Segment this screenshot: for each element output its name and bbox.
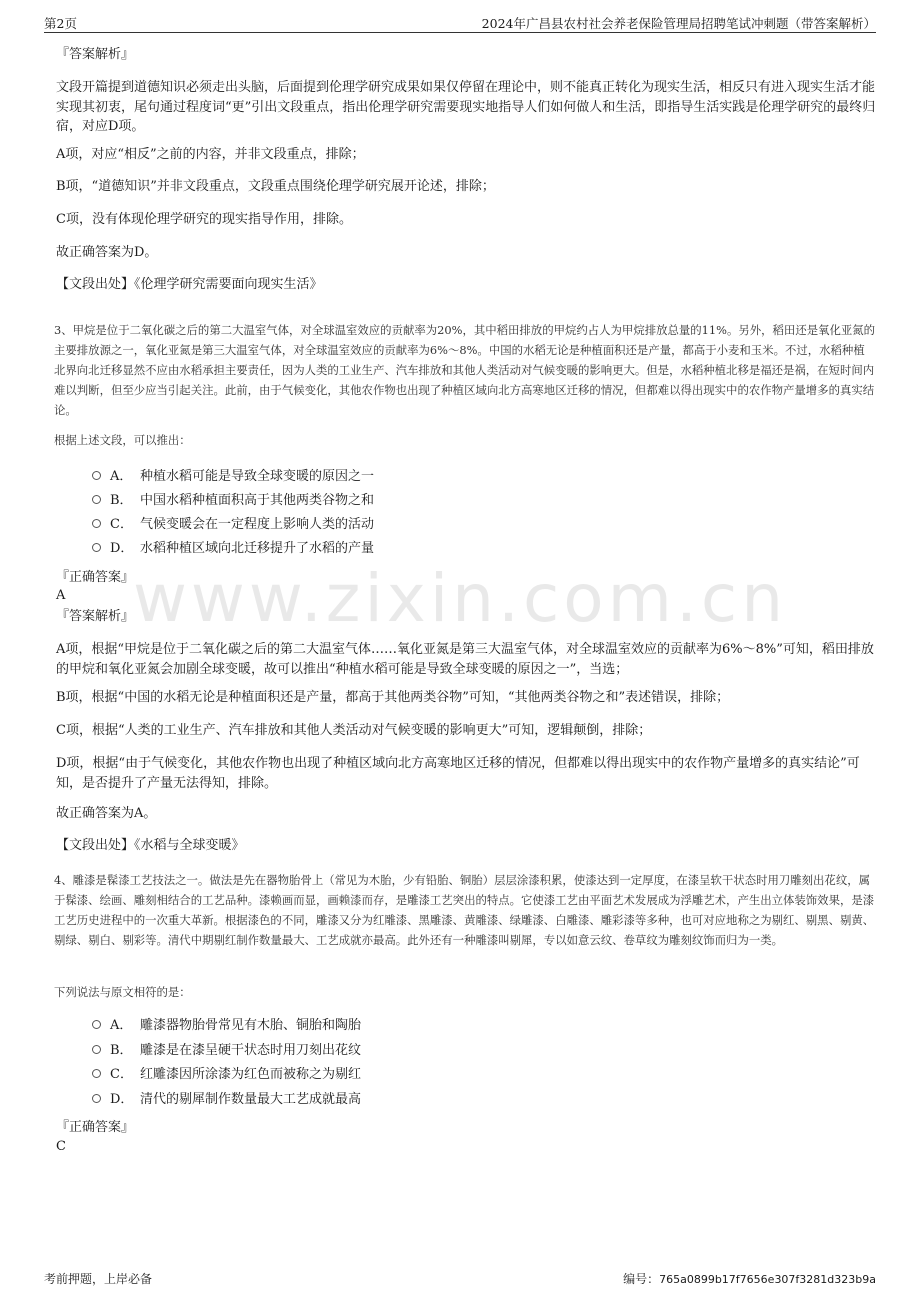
q2-source: 【文段出处】《伦理学研究需要面向现实生活》 [56, 277, 323, 292]
q3-option-c-analysis: C项，根据“人类的工业生产、汽车排放和其他人类活动对气候变暖的影响更大”可知，逻辑颠倒，排除； [56, 723, 652, 738]
q4-passage: 4、雕漆是髹漆工艺技法之一。做法是先在器物胎骨上（常见为木胎，少有铅胎、铜胎）层层涂漆积累，使漆达到一定厚度，在漆呈软干状态时用刀雕刻出花纹，属于髹漆、绘画、雕刻相结合的工艺品种。漆赖画而显，画赖漆而存，是雕漆工艺突出的特点。它使漆工艺由平面艺术发展成为浮雕艺术，产生出立体装饰效果，是漆工艺历史进程中的一次重大革新。根据漆色的不同，雕漆又分为红雕漆、黑雕漆、黄雕漆、绿雕漆、白雕漆、雕彩漆等多种，也可对应地称之为剔红、剔黑、剔黄、剔绿、剔白、剔彩等。清代中期剔红制作数量最大、工艺成就亦最高。此外还有一种雕漆叫剔犀，专以如意云纹、卷草纹为雕刻纹饰而归为一类。 [54, 873, 875, 947]
radio-icon[interactable] [92, 1094, 101, 1103]
radio-icon[interactable] [92, 495, 101, 504]
radio-icon[interactable] [92, 1045, 101, 1054]
page-footer [44, 1270, 876, 1288]
radio-icon[interactable] [92, 543, 101, 552]
footer-id-label: 编号： [623, 1272, 660, 1286]
document-title: 2024年广昌县农村社会养老保险管理局招聘笔试冲刺题（带答案解析） [481, 16, 876, 31]
q3-passage: 3、甲烷是位于二氧化碳之后的第二大温室气体，对全球温室效应的贡献率为20%，其中稻田排放的甲烷约占人为甲烷排放总量的11%。另外，稻田还是氧化亚氮的主要排放源之一，氧化亚氮是第三大温室气体，对全球温室效应的贡献率为6%～8%。中国的水稻无论是种植面积还是产量，都高于小麦和玉米。不过，水稻种植北界向北迁移显然不应由水稻承担主要责任，因为人类的工业生产、汽车排放和其他人类活动对气候变暖的影响更大。但是，水稻种植北移是福还是祸，在短时间内难以判断，但至少应当引起关注。此前，由于气候变化，其他农作物也出现了种植区域向北方高寒地区迁移的情况，但都难以得出现实中的农作物产量增多的真实结论。 [54, 323, 876, 417]
q3-option-d-analysis: D项，根据“由于气候变化，其他农作物也出现了种植区域向北方高寒地区迁移的情况，但都难以得出现实中的农作物产量增多的真实结论”可知，是否提升了产量无法得知，排除。 [56, 756, 860, 791]
footer-document-id [623, 1270, 876, 1287]
radio-icon[interactable] [92, 519, 101, 528]
footer-id-code: 765a0899b17f7656e307f3281d323b9a [659, 1273, 876, 1286]
footer-slogan: 考前押题，上岸必备 [44, 1272, 153, 1286]
q2-analysis-label: 『答案解析』 [56, 47, 135, 62]
q3-analysis-label: 『答案解析』 [56, 609, 135, 624]
q3-answer: A [56, 588, 66, 603]
q4-prompt: 下列说法与原文相符的是： [54, 985, 191, 999]
q3-option-a[interactable]: A． 种植水稻可能是导致全球变暖的原因之一 [92, 467, 374, 487]
watermark: www.zixin.com.cn [132, 560, 788, 637]
q3-option-b-analysis: B项，根据“中国的水稻无论是种植面积还是产量，都高于其他两类谷物”可知，“其他两类谷物之和”表述错误，排除； [56, 690, 730, 705]
q3-option-d[interactable]: D． 水稻种植区域向北迁移提升了水稻的产量 [92, 539, 374, 559]
page-header [44, 12, 876, 33]
q3-option-a-analysis: A项，根据“甲烷是位于二氧化碳之后的第二大温室气体……氧化亚氮是第三大温室气体，对全球温室效应的贡献率为6%～8%”可知，稻田排放的甲烷和氧化亚氮会加剧全球变暖，故可以推出“种植水稻可能是导致全球变暖的原因之一”，当选； [56, 642, 874, 677]
q4-option-a[interactable]: A． 雕漆器物胎骨常见有木胎、铜胎和陶胎 [92, 1016, 361, 1036]
page-number: 第2页 [44, 16, 77, 31]
q4-option-b[interactable]: B． 雕漆是在漆呈硬干状态时用刀刻出花纹 [92, 1041, 361, 1061]
q4-answer-label: 『正确答案』 [56, 1120, 135, 1135]
q2-conclusion: 故正确答案为D。 [56, 245, 158, 260]
q4-option-c[interactable]: C． 红雕漆因所涂漆为红色而被称之为剔红 [92, 1065, 361, 1085]
radio-icon[interactable] [92, 471, 101, 480]
q2-analysis-paragraph: 文段开篇提到道德知识必须走出头脑，后面提到伦理学研究成果如果仅停留在理论中，则不能真正转化为现实生活，相反只有进入现实生活才能实现其初衷，尾句通过程度词“更”引出文段重点，指出伦理学研究需要现实地指导人们如何做人和生活，即指导生活实践是伦理学研究的最终归宿，对应D项。 [56, 80, 876, 134]
radio-icon[interactable] [92, 1020, 101, 1029]
q3-prompt: 根据上述文段，可以推出： [54, 433, 191, 447]
q3-source: 【文段出处】《水稻与全球变暖》 [56, 838, 245, 853]
q3-conclusion: 故正确答案为A。 [56, 806, 157, 821]
q4-option-d[interactable]: D． 清代的剔犀制作数量最大工艺成就最高 [92, 1090, 361, 1110]
radio-icon[interactable] [92, 1069, 101, 1078]
q4-answer: C [56, 1139, 66, 1154]
q2-option-a-analysis: A项，对应“相反”之前的内容，并非文段重点，排除； [56, 147, 365, 162]
q2-option-b-analysis: B项，“道德知识”并非文段重点，文段重点围绕伦理学研究展开论述，排除； [56, 179, 495, 194]
q3-answer-label: 『正确答案』 [56, 570, 135, 585]
q2-option-c-analysis: C项，没有体现伦理学研究的现实指导作用，排除。 [56, 212, 352, 227]
q3-option-c[interactable]: C． 气候变暖会在一定程度上影响人类的活动 [92, 515, 374, 535]
q3-option-b[interactable]: B． 中国水稻种植面积高于其他两类谷物之和 [92, 491, 374, 511]
